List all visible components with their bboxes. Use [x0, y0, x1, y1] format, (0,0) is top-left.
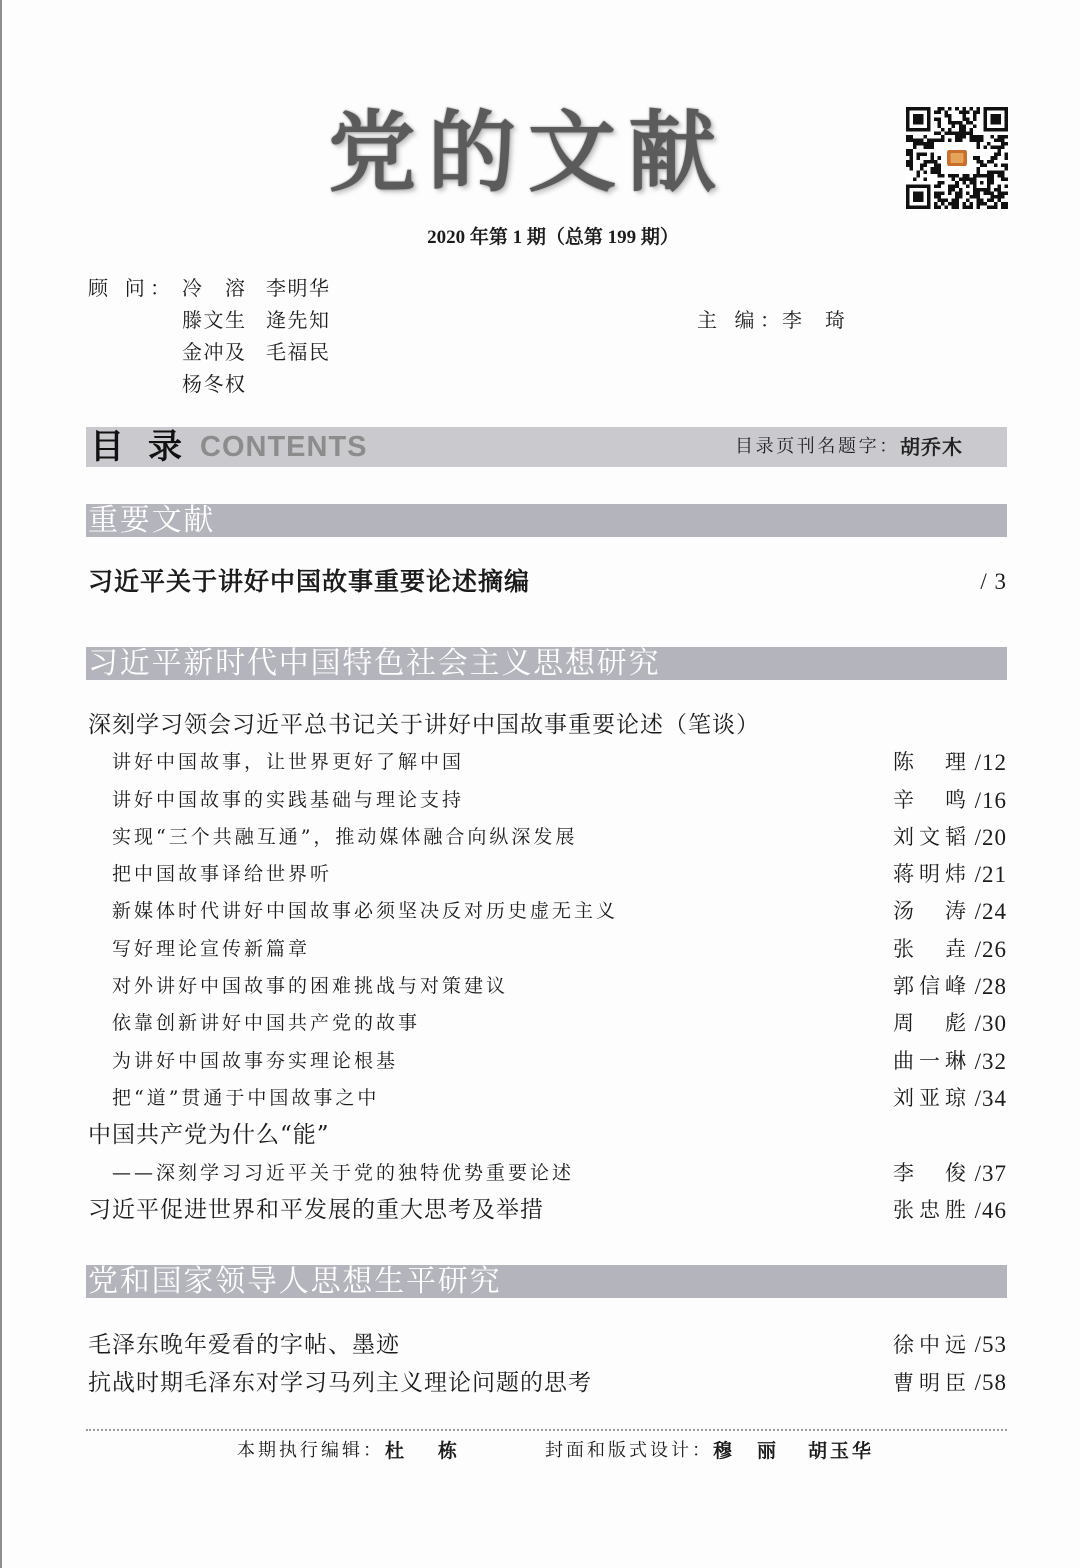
entry-author: 汤 涛: [893, 899, 966, 924]
advisor-name: 金冲及: [182, 340, 245, 364]
toc-entry: [86, 1117, 1007, 1154]
page-edge: [0, 0, 2, 1568]
section-header-leaders-research: [86, 1265, 1007, 1298]
editor-label: 主 编：: [697, 308, 780, 332]
entry-page: /16: [974, 787, 1007, 813]
entry-author: 徐中远: [893, 1333, 966, 1357]
section-title: 重要文献: [88, 504, 216, 537]
entry-author: 刘文韬: [893, 824, 966, 849]
entry-page: /34: [974, 1085, 1007, 1111]
qr-code: [906, 107, 1008, 209]
entry-page: /21: [974, 862, 1007, 888]
calligraphy-label: 目录页刊名题字：: [735, 436, 900, 457]
toc-entry: [86, 782, 1007, 819]
entry-title: 写好理论宣传新篇章: [112, 937, 311, 960]
entry-author: 李 俊: [893, 1160, 966, 1185]
entry-title: 中国共产党为什么“能”: [88, 1122, 330, 1149]
entry-page: /26: [974, 936, 1007, 962]
contents-title: 目 录: [90, 427, 182, 467]
entry-title: 把中国故事译给世界听: [112, 863, 333, 886]
designer-name: 穆 丽: [713, 1440, 776, 1462]
entry-page: /28: [974, 974, 1007, 1000]
toc-entry: [86, 562, 1007, 602]
entry-author: 郭信峰: [893, 974, 966, 999]
toc-entry: [86, 968, 1007, 1005]
advisors-label: 顾 问：: [88, 276, 170, 300]
toc-entry: [86, 707, 1007, 744]
toc-entry: [86, 1364, 1007, 1402]
advisor-name: 李明华: [266, 276, 329, 300]
section-header-xi-thought-research: [86, 647, 1007, 680]
entry-title: 习近平关于讲好中国故事重要论述摘编: [88, 567, 531, 596]
entry-page: /58: [974, 1370, 1007, 1395]
entry-page: /37: [974, 1160, 1007, 1186]
toc-entry: [86, 893, 1007, 930]
entry-author: 张忠胜: [893, 1197, 966, 1222]
contents-title-en: CONTENTS: [200, 431, 368, 463]
entry-title: 抗战时期毛泽东对学习马列主义理论问题的思考: [88, 1370, 592, 1396]
section-2-entries: [86, 707, 1007, 1229]
entry-title: 深刻学习领会习近平总书记关于讲好中国故事重要论述（笔谈）: [88, 712, 760, 738]
section-header-important-documents: [86, 504, 1007, 537]
entry-title: 讲好中国故事，让世界更好了解中国: [112, 751, 465, 774]
entry-title: 为讲好中国故事夯实理论根基: [112, 1049, 399, 1072]
issue-number: 2020 年第 1 期（总第 199 期）: [427, 227, 679, 248]
entry-author: 蒋明炜: [893, 862, 966, 887]
calligrapher-name: 胡乔木: [900, 435, 963, 459]
editor-name: 李 琦: [782, 308, 845, 332]
entry-author: 曹明臣: [893, 1371, 966, 1395]
design-label: 封面和版式设计：: [545, 1440, 713, 1461]
entry-page: /46: [974, 1197, 1007, 1223]
entry-title: 对外讲好中国故事的困难挑战与对策建议: [112, 975, 509, 998]
toc-entry: [86, 819, 1007, 856]
toc-entry: [86, 744, 1007, 781]
section-3-entries: [86, 1326, 1007, 1402]
entry-author: 曲一琳: [893, 1048, 966, 1073]
advisor-name: 毛福民: [266, 340, 329, 364]
exec-editor-name: 杜 栋: [385, 1440, 457, 1462]
toc-entry: [86, 1080, 1007, 1117]
entry-page: /12: [974, 750, 1007, 776]
entry-title: 新媒体时代讲好中国故事必须坚决反对历史虚无主义: [112, 900, 619, 923]
entry-title: 实现“三个共融互通”，推动媒体融合向纵深发展: [112, 825, 578, 848]
toc-entry: [86, 931, 1007, 968]
advisor-name: 逄先知: [266, 308, 329, 332]
entry-page: /32: [974, 1048, 1007, 1074]
contents-header-bar: [86, 427, 1007, 467]
advisor-name: 滕文生: [182, 308, 245, 332]
toc-entry: [86, 1005, 1007, 1042]
toc-entry: [86, 1043, 1007, 1080]
toc-entry: [86, 856, 1007, 893]
entry-title: 把“道”贯通于中国故事之中: [112, 1086, 380, 1109]
entry-page: /24: [974, 899, 1007, 925]
entry-author: 周 彪: [893, 1011, 966, 1036]
entry-page: /30: [974, 1011, 1007, 1037]
entry-title: 习近平促进世界和平发展的重大思考及举措: [88, 1196, 544, 1223]
toc-entry: [86, 1326, 1007, 1364]
section-1-entries: [86, 562, 1007, 602]
entry-title: 依靠创新讲好中国共产党的故事: [112, 1012, 421, 1035]
entry-author: 辛 鸣: [893, 787, 966, 812]
footer-divider: [86, 1429, 1007, 1431]
entry-author: 张 垚: [893, 936, 966, 961]
entry-page: / 3: [980, 569, 1007, 594]
entry-title: 毛泽东晚年爱看的字帖、墨迹: [88, 1332, 400, 1358]
entry-page: /53: [974, 1332, 1007, 1357]
entry-subtitle: ——深刻学习习近平关于党的独特优势重要论述: [112, 1161, 575, 1184]
entry-title: 讲好中国故事的实践基础与理论支持: [112, 788, 465, 811]
advisor-name: 冷 溶: [182, 276, 245, 300]
entry-page: /20: [974, 824, 1007, 850]
advisor-name: 杨冬权: [182, 372, 245, 396]
section-title: 习近平新时代中国特色社会主义思想研究: [88, 647, 661, 680]
toc-entry-subtitle-row: [86, 1155, 1007, 1192]
designer-name: 胡玉华: [808, 1440, 871, 1462]
exec-editor-label: 本期执行编辑：: [237, 1440, 384, 1461]
entry-author: 陈 理: [893, 750, 966, 775]
masthead-logo-title: 党的文献: [328, 100, 729, 204]
toc-entry: [86, 1192, 1007, 1229]
section-title: 党和国家领导人思想生平研究: [88, 1265, 502, 1298]
entry-author: 刘亚琼: [893, 1085, 966, 1110]
